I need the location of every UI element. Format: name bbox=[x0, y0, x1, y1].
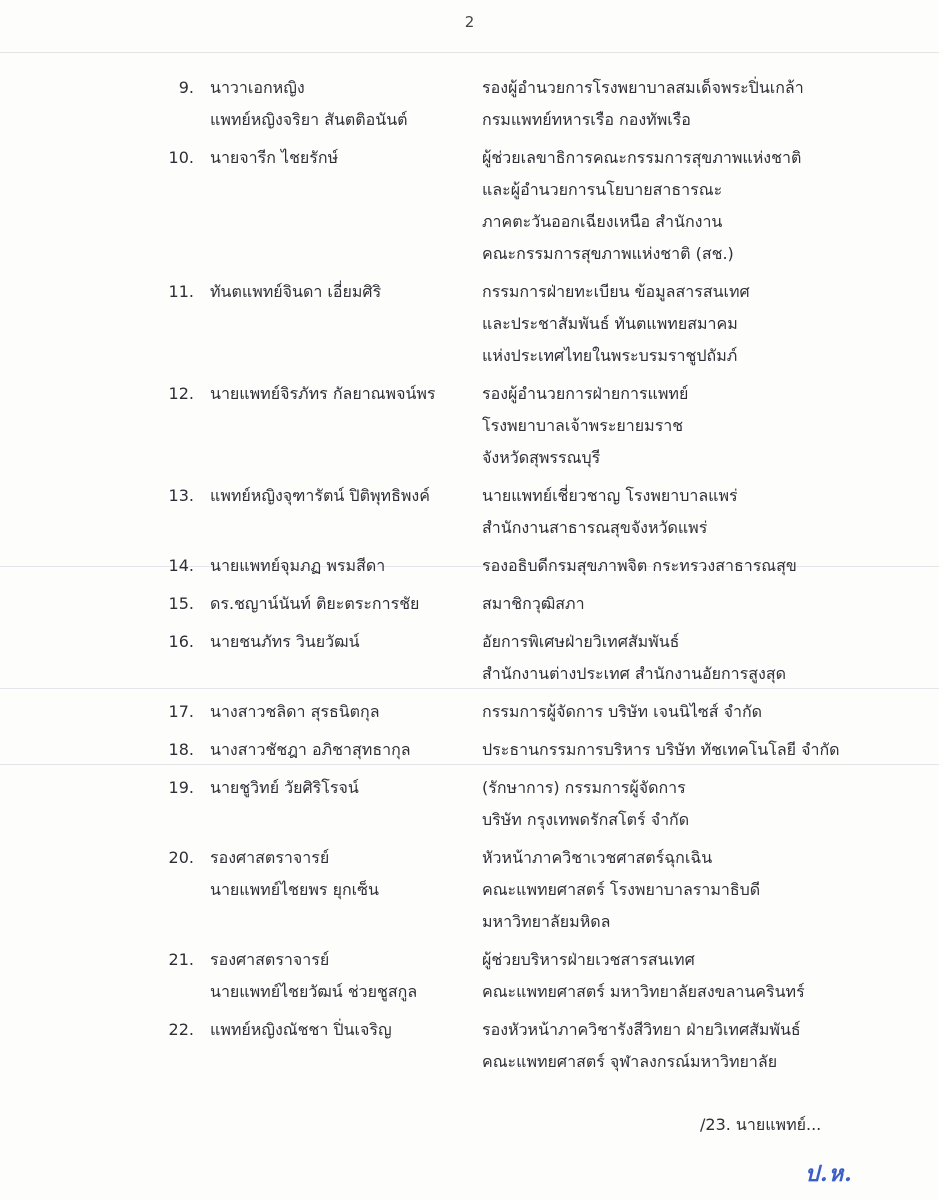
list-item bbox=[0, 696, 939, 728]
member-position bbox=[482, 842, 922, 938]
list-item bbox=[0, 276, 939, 372]
list-item bbox=[0, 378, 939, 474]
member-name-line: นายชูวิทย์ วัยศิริโรจน์ bbox=[210, 778, 359, 797]
member-position-line: บริษัท กรุงเทพดรักสโตร์ จำกัด bbox=[482, 810, 690, 829]
item-number: 22. bbox=[168, 1020, 194, 1039]
item-number: 14. bbox=[168, 556, 194, 575]
member-name-line: ทันตแพทย์จินดา เอี่ยมศิริ bbox=[210, 282, 382, 301]
item-number: 15. bbox=[168, 594, 194, 613]
member-name bbox=[210, 378, 470, 410]
member-position bbox=[482, 588, 922, 620]
member-name-line: นายแพทย์ไชยวัฒน์ ช่วยชูสกูล bbox=[210, 982, 418, 1001]
member-position-line: กรรมการผู้จัดการ บริษัท เจนนิไซส์ จำกัด bbox=[482, 702, 763, 721]
member-position bbox=[482, 72, 922, 136]
member-position-line: รองอธิบดีกรมสุขภาพจิต กระทรวงสาธารณสุข bbox=[482, 556, 797, 575]
member-position bbox=[482, 480, 922, 544]
member-position-line: สมาชิกวุฒิสภา bbox=[482, 594, 585, 613]
list-item bbox=[0, 550, 939, 582]
member-position-line: รองหัวหน้าภาควิชารังสีวิทยา ฝ่ายวิเทศสัมพันธ์ bbox=[482, 1020, 801, 1039]
member-position-line: รองผู้อำนวยการโรงพยาบาลสมเด็จพระปิ่นเกล้า bbox=[482, 78, 804, 97]
member-position-line: รองผู้อำนวยการฝ่ายการแพทย์ bbox=[482, 384, 689, 403]
member-position bbox=[482, 772, 922, 836]
member-position-line: กรมแพทย์ทหารเรือ กองทัพเรือ bbox=[482, 110, 691, 129]
member-position-line: ผู้ช่วยเลขาธิการคณะกรรมการสุขภาพแห่งชาติ bbox=[482, 148, 802, 167]
item-number: 10. bbox=[168, 148, 194, 167]
member-name-line: นายจารีก ไชยรักษ์ bbox=[210, 148, 339, 167]
item-number: 20. bbox=[168, 848, 194, 867]
member-position bbox=[482, 696, 922, 728]
member-name-line: ดร.ชญาน์นันท์ ติยะตระการชัย bbox=[210, 594, 420, 613]
page-number: 2 bbox=[464, 13, 475, 31]
member-name bbox=[210, 72, 470, 136]
member-name bbox=[210, 696, 470, 728]
member-position bbox=[482, 276, 922, 372]
member-name-line: นายแพทย์จุมภฏ พรมสีดา bbox=[210, 556, 386, 575]
member-position-line: ผู้ช่วยบริหารฝ่ายเวชสารสนเทศ bbox=[482, 950, 695, 969]
list-item bbox=[0, 626, 939, 690]
list-item bbox=[0, 1014, 939, 1078]
continuation-reference: /23. นายแพทย์... bbox=[700, 1115, 822, 1134]
member-name bbox=[210, 550, 470, 582]
member-name bbox=[210, 772, 470, 804]
item-number: 16. bbox=[168, 632, 194, 651]
member-name-line: นางสาวชลิดา สุรธนิตกุล bbox=[210, 702, 380, 721]
item-number: 9. bbox=[178, 78, 194, 97]
member-name-line: รองศาสตราจารย์ bbox=[210, 950, 330, 969]
item-number: 19. bbox=[168, 778, 194, 797]
member-name-line: นางสาวชัชฎา อภิชาสุทธากุล bbox=[210, 740, 411, 759]
list-item bbox=[0, 588, 939, 620]
member-position-line: หัวหน้าภาควิชาเวชศาสตร์ฉุกเฉิน bbox=[482, 848, 713, 867]
member-position bbox=[482, 944, 922, 1008]
member-name-line: แพทย์หญิงณัชชา ปิ่นเจริญ bbox=[210, 1020, 392, 1039]
member-position-line: (รักษาการ) กรรมการผู้จัดการ bbox=[482, 778, 686, 797]
member-name bbox=[210, 142, 470, 174]
list-item bbox=[0, 72, 939, 136]
member-name bbox=[210, 276, 470, 308]
list-item bbox=[0, 944, 939, 1008]
member-position bbox=[482, 626, 922, 690]
member-position-line: ประธานกรรมการบริหาร บริษัท ทัชเทคโนโลยี จำกัด bbox=[482, 740, 840, 759]
scan-artifact-line bbox=[0, 52, 939, 53]
member-position-line: นายแพทย์เชี่ยวชาญ โรงพยาบาลแพร่ bbox=[482, 486, 738, 505]
member-position-line: มหาวิทยาลัยมหิดล bbox=[482, 912, 611, 931]
list-item bbox=[0, 480, 939, 544]
member-name bbox=[210, 588, 470, 620]
member-name-line: แพทย์หญิงจุฑารัตน์ ปิติพุทธิพงค์ bbox=[210, 486, 430, 505]
committee-list bbox=[0, 72, 939, 1084]
member-position-line: โรงพยาบาลเจ้าพระยายมราช bbox=[482, 416, 684, 435]
item-number: 21. bbox=[168, 950, 194, 969]
member-position-line: คณะแพทยศาสตร์ จุฬาลงกรณ์มหาวิทยาลัย bbox=[482, 1052, 778, 1071]
list-item bbox=[0, 842, 939, 938]
member-position-line: คณะกรรมการสุขภาพแห่งชาติ (สช.) bbox=[482, 244, 734, 263]
member-position bbox=[482, 734, 922, 766]
member-position-line: สำนักงานสาธารณสุขจังหวัดแพร่ bbox=[482, 518, 708, 537]
member-name-line: รองศาสตราจารย์ bbox=[210, 848, 330, 867]
member-position-line: ภาคตะวันออกเฉียงเหนือ สำนักงาน bbox=[482, 212, 723, 231]
item-number: 18. bbox=[168, 740, 194, 759]
member-position-line: และผู้อำนวยการนโยบายสาธารณะ bbox=[482, 180, 723, 199]
member-name bbox=[210, 842, 470, 906]
item-number: 13. bbox=[168, 486, 194, 505]
member-name-line: นายชนภัทร วินยวัฒน์ bbox=[210, 632, 360, 651]
member-position bbox=[482, 378, 922, 474]
member-name bbox=[210, 734, 470, 766]
member-name-line: นาวาเอกหญิง bbox=[210, 78, 305, 97]
member-position-line: จังหวัดสุพรรณบุรี bbox=[482, 448, 601, 467]
member-position-line: คณะแพทยศาสตร์ โรงพยาบาลรามาธิบดี bbox=[482, 880, 761, 899]
member-name bbox=[210, 626, 470, 658]
item-number: 17. bbox=[168, 702, 194, 721]
item-number: 12. bbox=[168, 384, 194, 403]
member-position-line: สำนักงานต่างประเทศ สำนักงานอัยการสูงสุด bbox=[482, 664, 786, 683]
member-position bbox=[482, 1014, 922, 1078]
member-name bbox=[210, 944, 470, 1008]
member-position-line: อัยการพิเศษฝ่ายวิเทศสัมพันธ์ bbox=[482, 632, 680, 651]
member-position bbox=[482, 550, 922, 582]
list-item bbox=[0, 772, 939, 836]
member-name-line: นายแพทย์จิรภัทร กัลยาณพจน์พร bbox=[210, 384, 436, 403]
list-item bbox=[0, 734, 939, 766]
member-position-line: คณะแพทยศาสตร์ มหาวิทยาลัยสงขลานครินทร์ bbox=[482, 982, 805, 1001]
member-position-line: และประชาสัมพันธ์ ทันตแพทยสมาคม bbox=[482, 314, 738, 333]
member-name-line: แพทย์หญิงจริยา สันตติอนันต์ bbox=[210, 110, 408, 129]
item-number: 11. bbox=[168, 282, 194, 301]
member-name bbox=[210, 480, 470, 512]
member-position-line: กรรมการฝ่ายทะเบียน ข้อมูลสารสนเทศ bbox=[482, 282, 750, 301]
member-name bbox=[210, 1014, 470, 1046]
handwritten-initials: ป.ห. bbox=[805, 1161, 853, 1187]
list-item bbox=[0, 142, 939, 270]
member-position-line: แห่งประเทศไทยในพระบรมราชูปถัมภ์ bbox=[482, 346, 738, 365]
member-position bbox=[482, 142, 922, 270]
member-name-line: นายแพทย์ไชยพร ยุกเซ็น bbox=[210, 880, 379, 899]
